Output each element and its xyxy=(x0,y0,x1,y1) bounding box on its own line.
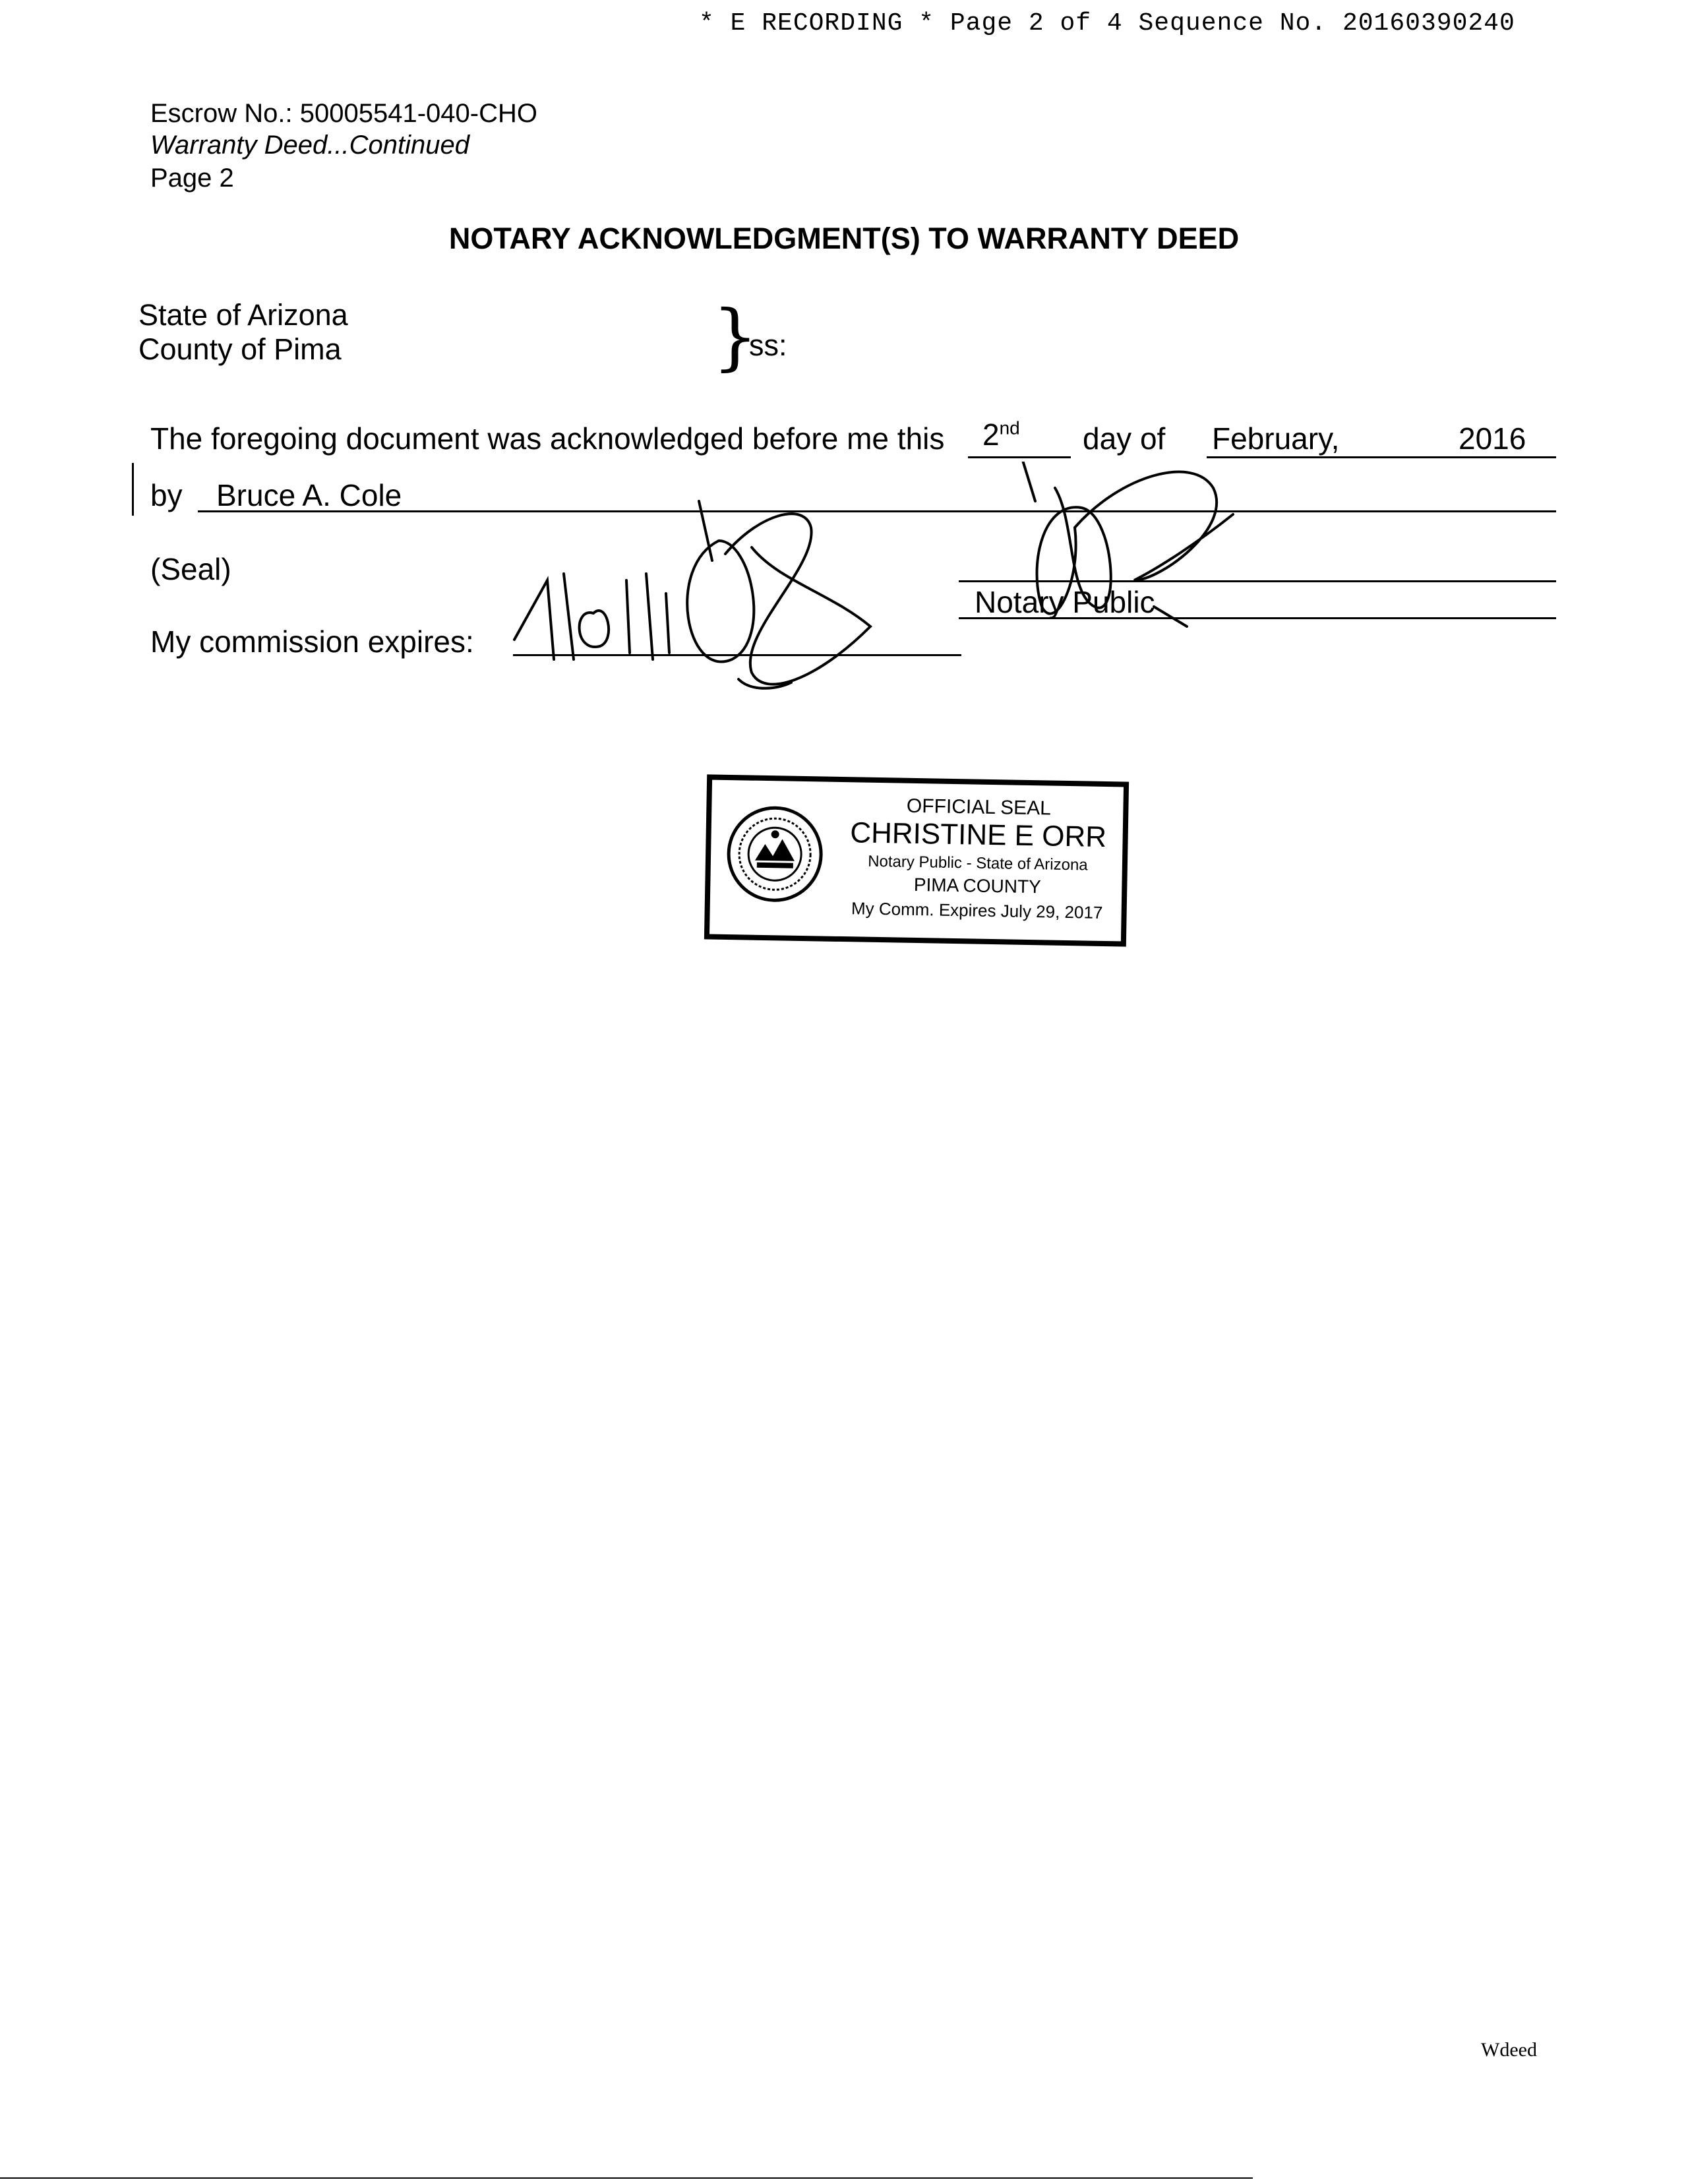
venue-brace: } xyxy=(712,294,758,379)
seal-label: (Seal) xyxy=(150,552,231,586)
venue-county: County of Pima xyxy=(138,332,342,366)
footer-form-code: Wdeed xyxy=(1481,2039,1537,2061)
commission-label: My commission expires: xyxy=(150,624,474,659)
seal-line-state: Notary Public - State of Arizona xyxy=(867,852,1088,874)
ack-day-of: day of xyxy=(1083,421,1166,456)
ack-day-suffix: nd xyxy=(999,417,1020,439)
notary-public-label: Notary Public xyxy=(975,585,1155,619)
ack-day-number: 2 xyxy=(982,417,1000,452)
seal-line-official: OFFICIAL SEAL xyxy=(906,795,1052,820)
venue-state: State of Arizona xyxy=(138,298,348,332)
arizona-state-seal-emblem xyxy=(725,804,826,905)
official-seal-stamp xyxy=(704,774,1129,946)
ack-lead-text: The foregoing document was acknowledged before me this xyxy=(150,421,945,456)
by-label: by xyxy=(150,478,183,512)
venue-ss: ss: xyxy=(749,328,787,362)
month-year-underline xyxy=(1207,456,1556,458)
bottom-edge-line xyxy=(0,2177,1253,2179)
document-title: NOTARY ACKNOWLEDGMENT(S) TO WARRANTY DEED xyxy=(448,222,1240,255)
escrow-number: Escrow No.: 50005541-040-CHO xyxy=(150,99,537,128)
day-underline xyxy=(968,456,1071,458)
recording-header: * E RECORDING * Page 2 of 4 Sequence No. 20160390240 xyxy=(699,9,1515,38)
ack-month: February, xyxy=(1212,421,1340,456)
ack-day xyxy=(982,417,1020,452)
seal-notary-name: CHRISTINE E ORR xyxy=(849,816,1107,854)
seal-line-county: PIMA COUNTY xyxy=(913,874,1042,897)
margin-mark xyxy=(132,463,134,516)
signer-name: Bruce A. Cole xyxy=(216,478,402,512)
handwritten-signatures xyxy=(501,462,1240,699)
seal-line-expires: My Comm. Expires July 29, 2017 xyxy=(851,898,1103,923)
ack-year: 2016 xyxy=(1459,421,1526,456)
continued-label: Warranty Deed...Continued xyxy=(150,131,469,160)
page-label: Page 2 xyxy=(150,164,234,193)
